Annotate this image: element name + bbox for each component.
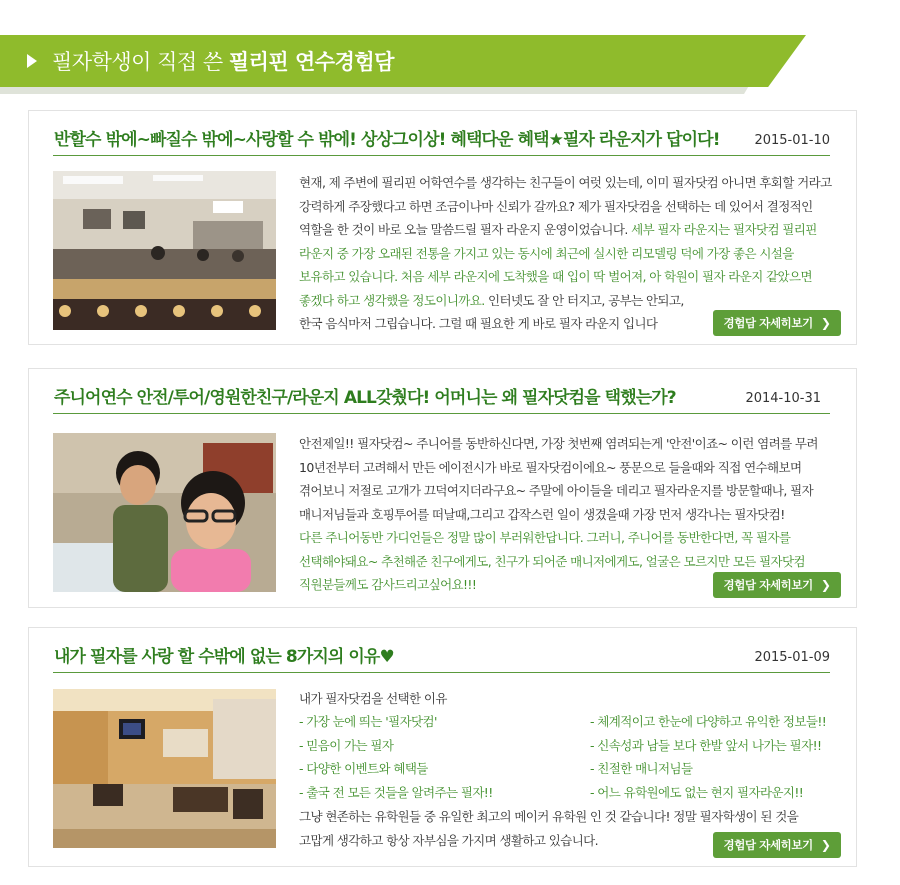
banner-title-light: 필자학생이 직접 쓴 [52, 50, 223, 74]
review-card-2 [28, 368, 857, 608]
reason-item: - 친절한 매니저님들 [590, 761, 693, 776]
children-smiling-photo[interactable] [53, 433, 276, 592]
triangle-right-icon [27, 54, 37, 68]
chevron-right-icon: ❯ [820, 316, 831, 330]
read-more-label: 경험담 자세히보기 [723, 838, 813, 852]
excerpt-line-highlight: 보유하고 있습니다. 처음 세부 라운지에 도착했을 때 입이 딱 벌어져, 아 학원이 필자 라운지 같았으면 [299, 269, 812, 284]
excerpt-line-highlight: 선택해야돼요~ 추천해준 친구에게도, 친구가 되어준 매니저에게도, 얼굴은 모르지만 모든 필자닷컴 [299, 553, 805, 569]
review-intro [299, 687, 839, 711]
read-more-label: 경험담 자세히보기 [723, 578, 813, 592]
review-card-1 [28, 110, 857, 345]
banner-title-bold: 필리핀 연수경험담 [228, 50, 394, 74]
excerpt-line: 10년전부터 고려해서 만든 에이전시가 바로 필자닷컴이에요~ 풍문으로 들을때와 직접 연수해보며 [299, 459, 802, 475]
section-banner [0, 35, 806, 87]
read-more-button[interactable] [713, 572, 841, 598]
title-divider [53, 155, 830, 156]
reason-item: - 신속성과 남들 보다 한발 앞서 나가는 필자!! [590, 737, 822, 753]
excerpt-line: 현재, 제 주변에 필리핀 어학연수를 생각하는 친구들이 여럿 있는데, 이미 필자닷컴 아니면 후회할 거라고 [299, 175, 832, 190]
review-date: 2015-01-10 [754, 133, 830, 148]
banner-title [52, 46, 394, 76]
excerpt-segment-highlight: 세부 필자 라운지는 필자닷컴 필리핀 [631, 222, 817, 237]
review-date: 2015-01-09 [754, 650, 830, 665]
reasons-list-left [299, 710, 493, 804]
reasons-list-right [590, 710, 826, 804]
review-date: 2014-10-31 [745, 391, 821, 406]
excerpt-line-highlight: 직원분들께도 감사드리고싶어요!!! [299, 577, 477, 592]
excerpt-line: 안전제일!! 필자닷컴~ 주니어를 동반하신다면, 가장 첫번째 염려되는게 '안전'이죠~ 이런 염려를 무려 [299, 436, 818, 451]
excerpt-segment-highlight: 좋겠다 하고 생각했을 정도이니까요. [299, 292, 485, 308]
chevron-right-icon: ❯ [820, 578, 831, 592]
reason-item: - 가장 눈에 띄는 '필자닷컴' [299, 714, 437, 729]
title-divider [53, 672, 830, 673]
excerpt-line: 강력하게 주장했다고 하면 조금이나마 신뢰가 갈까요? 제가 필자닷컴을 선택하는 데 있어서 결정적인 [299, 198, 813, 214]
excerpt-line [299, 289, 839, 313]
excerpt-segment: 인터넷도 잘 안 터지고, 공부는 안되고, [484, 292, 684, 308]
reason-item: - 믿음이 가는 필자 [299, 737, 394, 753]
intro-line: 내가 필자닷컴을 선택한 이유 [299, 691, 447, 706]
reason-item: - 어느 유학원에도 없는 현지 필자라운지!! [590, 784, 804, 800]
review-title[interactable]: 반할수 밖에~빠질수 밖에~사랑할 수 밖에! 상상그이상! 혜택다운 혜택★필자 라운지가 답이다! [54, 130, 720, 150]
chevron-right-icon: ❯ [820, 838, 831, 852]
excerpt-segment: 역할을 한 것이 바로 오늘 말씀드릴 필자 라운지 운영이었습니다. [299, 222, 632, 237]
excerpt-line [299, 218, 839, 242]
excerpt-line-highlight: 라운지 중 가장 오래된 전통을 가지고 있는 동시에 최근에 실시한 리모델링 덕에 가장 좋은 시설을 [299, 245, 794, 261]
review-card-3 [28, 627, 857, 867]
reason-item: - 체계적이고 한눈에 다양하고 유익한 정보들!! [590, 714, 827, 729]
review-title[interactable]: 주니어연수 안전/투어/영원한친구/라운지 ALL갖췄다! 어머니는 왜 필자닷컴을 택했는가? [54, 388, 676, 408]
excerpt-line: 한국 음식마저 그립습니다. 그럴 때 필요한 게 바로 필자 라운지 입니다 [299, 316, 658, 331]
title-divider [53, 413, 830, 414]
closing-line: 고맙게 생각하고 항상 자부심을 가지며 생활하고 있습니다. [299, 832, 599, 848]
read-more-label: 경험담 자세히보기 [723, 316, 813, 330]
read-more-button[interactable] [713, 832, 841, 858]
closing-line: 그냥 현존하는 유학원들 중 유일한 최고의 메이커 유학원 인 것 같습니다! 정말 필자학생이 된 것을 [299, 809, 799, 824]
lounge-interior-photo[interactable] [53, 689, 276, 848]
classroom-lounge-photo[interactable] [53, 171, 276, 330]
excerpt-line: 겪어보니 저절로 고개가 끄덕여지더라구요~ 주말에 아이들을 데리고 필자라운지를 방문할때나, 필자 [299, 483, 814, 498]
reason-item: - 출국 전 모든 것들을 알려주는 필자!! [299, 784, 493, 800]
excerpt-line-highlight: 다른 주니어동반 가디언들은 정말 많이 부러워한답니다. 그러니, 주니어를 동반한다면, 꼭 필자를 [299, 530, 791, 545]
read-more-button[interactable] [713, 310, 841, 336]
excerpt-line: 매니저님들과 호핑투어를 떠날때,그리고 갑작스런 일이 생겼을때 가장 먼저 생각나는 필자닷컴! [299, 506, 785, 522]
review-title[interactable]: 내가 필자를 사랑 할 수밖에 없는 8가지의 이유♥ [54, 647, 394, 667]
reason-item: - 다양한 이벤트와 혜택들 [299, 761, 428, 776]
